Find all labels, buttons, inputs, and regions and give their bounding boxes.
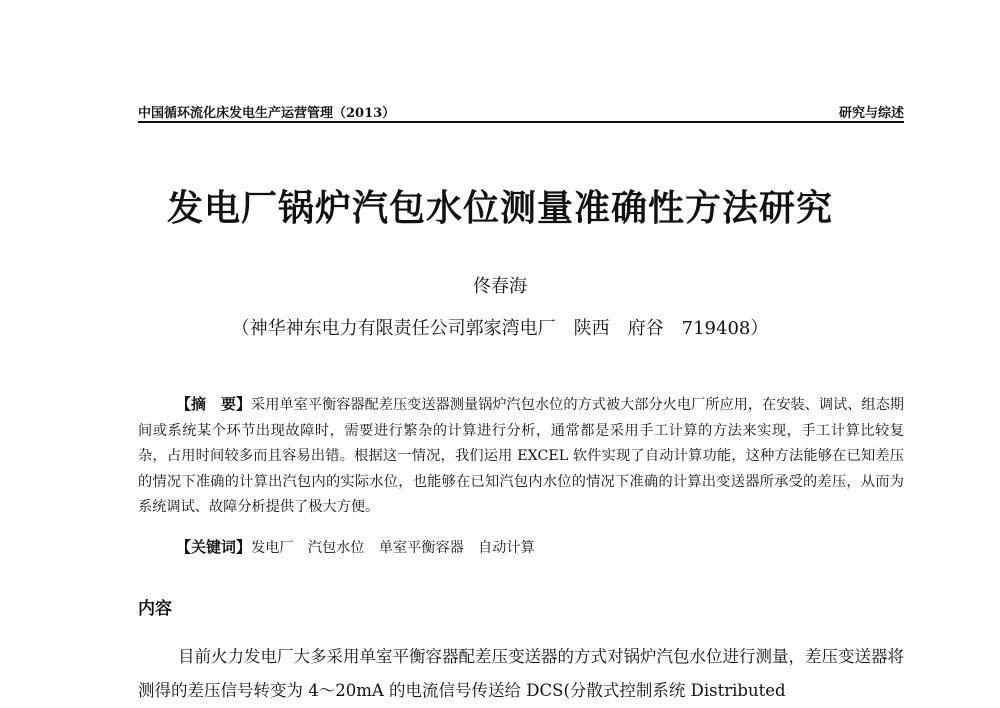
abstract bbox=[138, 392, 904, 521]
paper-title: 发电厂锅炉汽包水位测量准确性方法研究 bbox=[166, 188, 833, 229]
section-heading: 内容 bbox=[138, 599, 172, 619]
keywords bbox=[176, 535, 904, 561]
abstract-label: 【摘 要】 bbox=[176, 395, 252, 413]
running-header bbox=[138, 99, 904, 123]
journal-name: 中国循环流化床发电生产运营管理（2013） bbox=[138, 106, 396, 121]
author-name: 佟春海 bbox=[473, 276, 527, 297]
section-name: 研究与综述 bbox=[838, 106, 904, 121]
abstract-text: 采用单室平衡容器配差压变送器测量锅炉汽包水位的方式被大部分火电厂所应用，在安装、调试、组态期间或系统某个环节出现故障时，需要进行繁杂的计算进行分析，通常都是采用手工计算的方法来实现，手工计算比较复杂，占用时间较多而且容易出错。根据这一情况，我们运用 EXCEL 软件实现了自动计算功能，这种方法能够在已知差压的情况下准确的计算出汽包内的实际水位，也能够在已知汽包内水位的情况下准确的计算出变送器所承受的差压，从而为系统调试、故障分析提供了极大方便。 bbox=[138, 397, 904, 515]
keywords-label: 【关键词】 bbox=[176, 538, 252, 556]
author-affiliation: （神华神东电力有限责任公司郭家湾电厂 陕西 府谷 719408） bbox=[231, 318, 769, 339]
body-paragraph bbox=[138, 640, 904, 708]
keywords-text: 发电厂 汽包水位 单室平衡容器 自动计算 bbox=[251, 540, 535, 556]
body-paragraph-text: 目前火力发电厂大多采用单室平衡容器配差压变送器的方式对锅炉汽包水位进行测量，差压变送器将测得的差压信号转变为 4～20mA 的电流信号传送给 DCS(分散式控制系统 Distributed bbox=[138, 647, 904, 700]
